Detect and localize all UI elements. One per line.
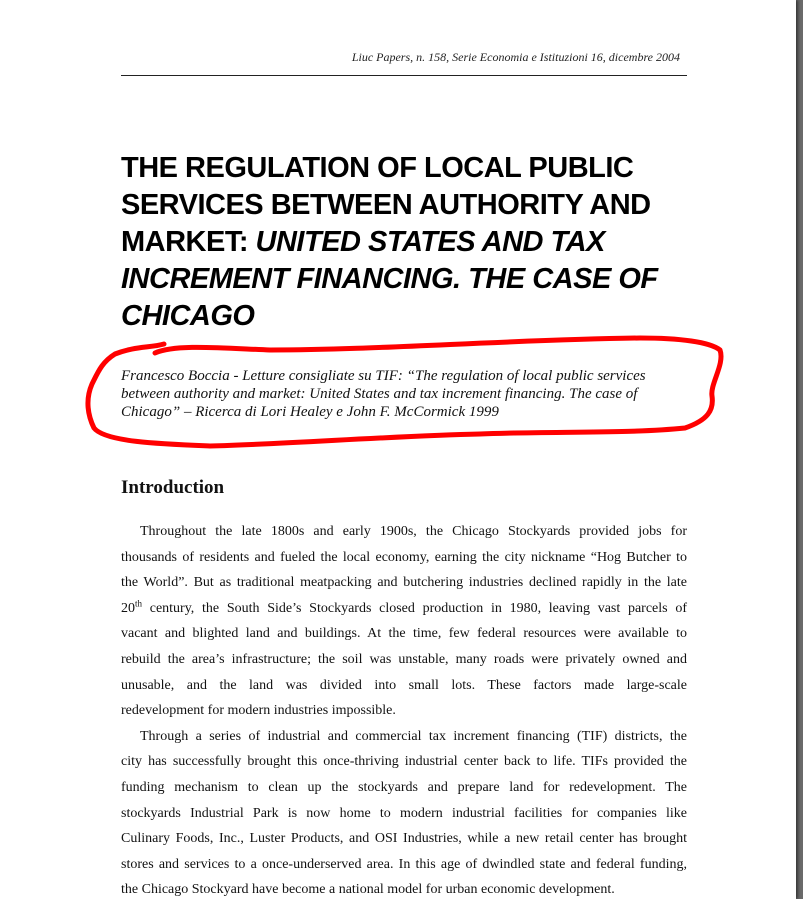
title-italic-text: INCREMENT FINANCING. THE CASE OF [121, 263, 658, 295]
text-line: Through a series of industrial and commercial tax increment financing (TIF) districts, the [140, 728, 687, 744]
title-line: SERVICES BETWEEN AUTHORITY AND [121, 189, 651, 221]
author-note [121, 367, 691, 421]
title-text: MARKET: [121, 226, 256, 258]
superscript: th [135, 598, 143, 609]
text-line: Culinary Foods, Inc., Luster Products, and OSI Industries, while a new retail center has brought [121, 831, 687, 847]
title-italic-text: CHICAGO [121, 300, 255, 332]
text-fragment: 20 [121, 600, 135, 616]
text-line [121, 596, 687, 622]
title-line: THE REGULATION OF LOCAL PUBLIC [121, 152, 634, 184]
text-line: the World”. But as traditional meatpacking and butchering industries declined rapidly in the late [121, 575, 687, 591]
paper-title [121, 150, 701, 335]
title-line [121, 261, 701, 298]
text-line: stockyards Industrial Park is now home to modern industrial facilities for companies like [121, 805, 687, 821]
header-rule [121, 75, 687, 76]
author-dash: – [183, 404, 192, 420]
title-line [121, 298, 701, 335]
text-line: unusable, and the land was divided into small lots. These factors made large-scale [121, 677, 687, 693]
paragraph [121, 724, 687, 899]
author-text: Ricerca di Lori Healey e John F. McCormick 1999 [191, 404, 499, 420]
author-line: Francesco Boccia - Letture consigliate su TIF: “The regulation of local public services [121, 368, 646, 384]
text-line: city has successfully brought this once-thriving industrial center back to life. TIFs provided the [121, 754, 687, 770]
text-line: funding mechanism to clean up the stockyards and prepare land for redevelopment. The [121, 779, 687, 795]
running-header: Liuc Papers, n. 158, Serie Economia e Istituzioni 16, dicembre 2004 [351, 50, 680, 64]
text-line: stores and services to a once-underserved area. In this age of dwindled state and federal funding, [121, 856, 687, 872]
title-line [121, 224, 701, 261]
author-line: between authority and market: United States and tax increment financing. The case of [121, 386, 638, 402]
title-italic-text: UNITED STATES AND TAX [255, 226, 605, 258]
paragraph [121, 519, 687, 724]
author-line [121, 403, 691, 421]
text-fragment: century, the South Side’s Stockyards closed production in 1980, leaving vast parcels of [142, 600, 687, 616]
text-line: redevelopment for modern industries impossible. [121, 703, 396, 719]
text-line: vacant and blighted land and buildings. At the time, few federal resources were available to [121, 626, 687, 642]
text-line: Throughout the late 1800s and early 1900s, the Chicago Stockyards provided jobs for [140, 524, 687, 539]
body-text [121, 519, 687, 899]
section-heading: Introduction [121, 477, 225, 498]
text-line: thousands of residents and fueled the local economy, earning the city nickname “Hog Butcher to [121, 549, 687, 565]
text-line: rebuild the area’s infrastructure; the soil was unstable, many roads were privately owned and [121, 651, 687, 667]
text-line: the Chicago Stockyard have become a national model for urban economic development. [121, 882, 615, 898]
author-text: Chicago” [121, 404, 184, 420]
